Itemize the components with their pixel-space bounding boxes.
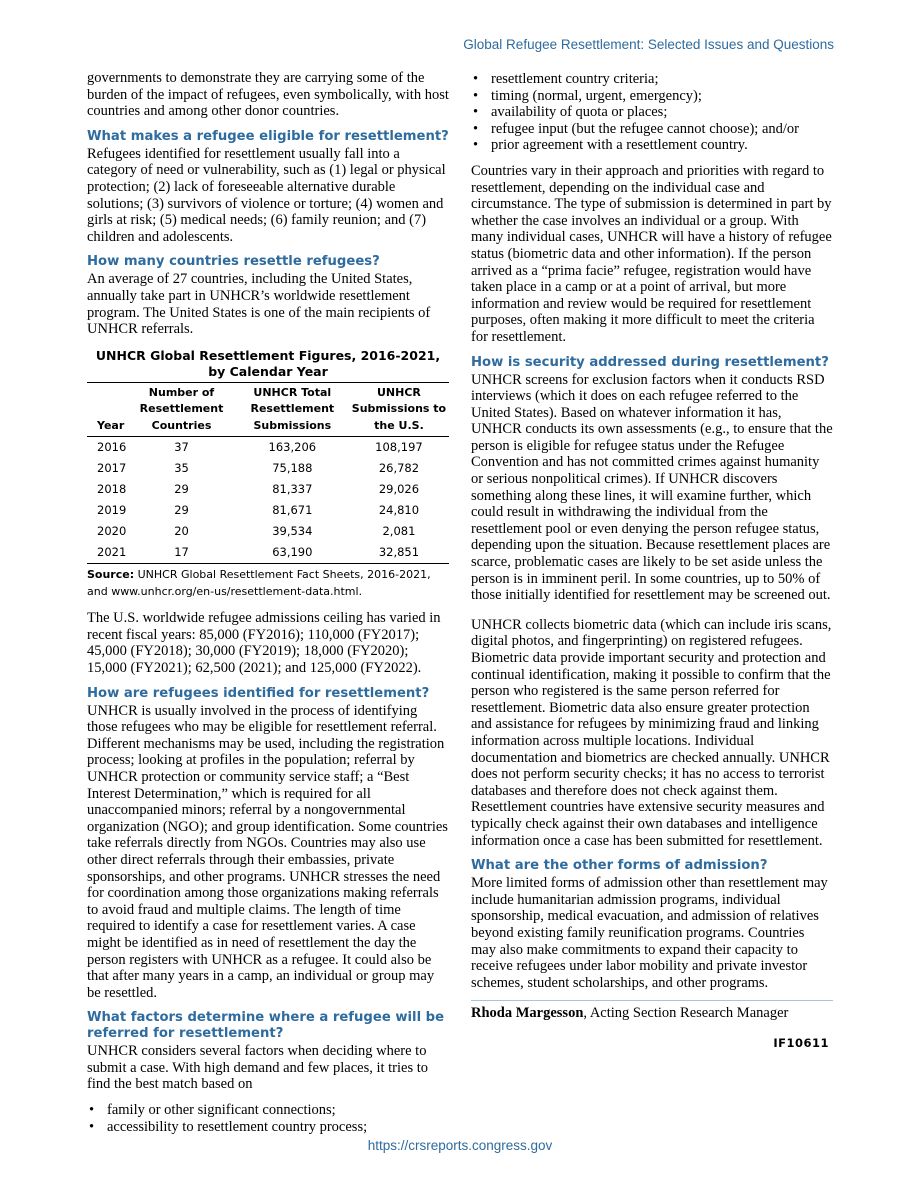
paragraph-how-many: An average of 27 countries, including the United States, annually take part in UNHCR’s worldwide resettlement program. The United States is one of the main recipients of UNHCR referrals. xyxy=(87,271,431,338)
paragraph-ceiling: The U.S. worldwide refugee admissions ceiling has varied in recent fiscal years: 85,000 (FY2016); 110,000 (FY2017); 45,000 (FY2018); 30,000 (FY2019); 18,000 (FY2020); 15,000 (FY2021); 62,500 (2021); and 125,000 (FY2022). xyxy=(87,610,441,676)
paragraph-identified: UNHCR is usually involved in the process of identifying those refugees who may be eligible for resettlement referral. Different mechanisms may be used, including the registration process; looking at profiles in the population; referral by UNHCR protection or community service staff; a “Best Interest Determination,” which is required for all unaccompanied minors; referral by a nongovernmental organization (NGO); and group identification. Some countries take referrals directly from NGOs. Countries may also use other direct referrals through their embassies, private sponsorships, and other programs. UNHCR stresses the need for coordination among those organizations making referrals to avoid fraud and multiple claims. The length of time required to identify a case for resettlement varies. A case might be identified as in need of resettlement the day the person registers with UNHCR as a refugee. It could also be that after many years in a camp, an individual or group may be resettled. xyxy=(87,702,448,1001)
heading-identified: How are refugees identified for resettlement? xyxy=(87,685,430,701)
footer-url: https://crsreports.congress.gov xyxy=(367,1138,553,1153)
cell-year: 2021 xyxy=(87,542,127,564)
cell-us: 24,810 xyxy=(378,503,420,518)
document-id: IF10611 xyxy=(773,1035,829,1050)
heading-security: How is security addressed during resettlement? xyxy=(471,354,829,370)
running-header: Global Refugee Resettlement: Selected Issues and Questions xyxy=(463,37,834,52)
list-item: • timing (normal, urgent, emergency); xyxy=(471,88,833,105)
paragraph-other-forms: More limited forms of admission other than resettlement may include humanitarian admission programs, individual sponsorship, medical evacuation, and admission of relatives beyond existing family reunification programs. Countries may also make commitments to expand their capacity to receive refugees under labor mobility and private investor schemes, student scholarships, and other programs. xyxy=(471,875,828,991)
list-item: • availability of quota or places; xyxy=(471,104,833,121)
table-row xyxy=(87,437,449,459)
col-header-us: UNHCR Submissions to the U.S. xyxy=(349,382,449,437)
list-item: • family or other significant connections; xyxy=(87,1102,449,1119)
cell-year: 2017 xyxy=(97,461,127,476)
list-item: • resettlement country criteria; xyxy=(471,71,833,88)
left-column xyxy=(87,70,449,1144)
cell-countries: 20 xyxy=(174,524,189,539)
cell-year: 2019 xyxy=(97,503,127,518)
cell-total: 163,206 xyxy=(268,440,317,455)
cell-countries: 29 xyxy=(174,503,189,518)
cell-countries: 37 xyxy=(174,440,189,455)
heading-other-forms: What are the other forms of admission? xyxy=(471,858,768,874)
factors-list-left xyxy=(87,1102,449,1135)
heading-eligible: What makes a refugee eligible for resettlement? xyxy=(87,128,449,144)
heading-factors: What factors determine where a refugee will be referred for resettlement? xyxy=(87,1010,445,1042)
cell-total: 81,337 xyxy=(272,482,313,497)
table-source xyxy=(87,566,449,600)
paragraph-factors: UNHCR considers several factors when deciding where to submit a case. With high demand and few places, it tries to find the best match based on xyxy=(87,1043,429,1093)
cell-year: 2016 xyxy=(97,440,127,455)
author-name: Rhoda Margesson xyxy=(471,1005,584,1022)
right-column xyxy=(471,70,833,1051)
paragraph-biometric: UNHCR collects biometric data (which can include iris scans, digital photos, and fingerprinting) on registered refugees. Biometric data provide important security and protection and continual identification, making it possible to confirm that the person who registered is the same person referred for resettlement. Biometric data also ensure greater protection and assistance for refugees by minimizing fraud and linking information across multiple locations. Individual documentation and biometrics are checked annually. UNHCR does not perform security checks; it has no access to terrorist databases and therefore does not check against them. Resettlement countries have extensive security measures and typically check against their own databases and intelligence information once a case has been submitted for resettlement. xyxy=(471,616,832,849)
heading-how-many: How many countries resettle refugees? xyxy=(87,254,380,270)
list-item: • refugee input (but the refugee cannot choose); and/or xyxy=(471,121,833,138)
cell-countries: 35 xyxy=(174,461,189,476)
table-title: UNHCR Global Resettlement Figures, 2016-2021, by Calendar Year xyxy=(95,347,441,379)
list-item: • prior agreement with a resettlement country. xyxy=(471,137,833,154)
col-header-year: Year xyxy=(87,382,127,437)
cell-total: 63,190 xyxy=(236,542,349,564)
cell-us: 32,851 xyxy=(349,542,449,564)
table-row xyxy=(87,500,449,521)
signature-divider xyxy=(471,1000,833,1001)
col-header-countries: Number of Resettlement Countries xyxy=(127,382,235,437)
cell-countries: 29 xyxy=(174,482,189,497)
source-text: UNHCR Global Resettlement Fact Sheets, 2016-2021, and www.unhcr.org/en-us/resettlement-data.html. xyxy=(87,568,431,599)
table-row xyxy=(87,521,449,542)
cell-us: 29,026 xyxy=(378,482,420,497)
table-row xyxy=(87,542,449,564)
cell-total: 81,671 xyxy=(272,503,313,518)
cell-us: 108,197 xyxy=(375,440,423,455)
factors-list-right xyxy=(471,71,833,154)
cell-total: 75,188 xyxy=(272,461,313,476)
cell-year: 2020 xyxy=(97,524,127,539)
intro-paragraph: governments to demonstrate they are carrying some of the burden of the impact of refugees, even symbolically, with host countries and among other donor countries. xyxy=(87,70,449,120)
list-item: • accessibility to resettlement country process; xyxy=(87,1119,449,1136)
author-title: , Acting Section Research Manager xyxy=(583,1005,789,1022)
table-row xyxy=(87,458,449,479)
source-label: Source: xyxy=(87,568,135,582)
paragraph-eligible: Refugees identified for resettlement usually fall into a category of need or vulnerability, such as (1) legal or physical protection; (2) lack of foreseeable alternative durable solutions; (3) survivors of violence or torture; (4) women and girls at risk; (5) medical needs; (6) family reunion; and (7) children and adolescents. xyxy=(87,145,446,245)
author-signature xyxy=(471,1005,833,1022)
paragraph-vary: Countries vary in their approach and priorities with regard to resettlement, depending on the individual case and circumstance. The type of submission is determined in part by whether the case involves an individual or a group. With many individual cases, UNHCR will have a history of refugee status (biometric data and other information). If the person arrived as a “prima facie” refugee, registration would have taken place in a camp or at a point of arrival, but more information and review would be required for resettlement purposes, often making it more difficult to meet the criteria for resettlement. xyxy=(471,162,832,345)
paragraph-security: UNHCR screens for exclusion factors when it conducts RSD interviews (which it does on each refugee referred to the United States). Based on whatever information it has, UNHCR conducts its own assessments (e.g., to ensure that the person is eligible for refugee status under the Refugee Convention and has not committed crimes against humanity or serious nonpolitical crimes). If UNHCR discovers something along these lines, it will examine further, which could result in withdrawing the individual from the resettlement pool or even denying the person refugee status, depending upon the situation. Because resettlement places are scarce, problematic cases are likely to be set aside unless the person is in imminent peril. In some countries, up to 50% of those initially identified for resettlement may be screened out. xyxy=(471,371,833,604)
table-row xyxy=(87,479,449,500)
cell-year: 2018 xyxy=(97,482,127,497)
resettlement-figures-table xyxy=(87,382,449,565)
cell-us: 2,081 xyxy=(382,524,416,539)
col-header-total: UNHCR Total Resettlement Submissions xyxy=(236,382,349,437)
cell-us: 26,782 xyxy=(378,461,420,476)
cell-total: 39,534 xyxy=(272,524,313,539)
cell-countries: 17 xyxy=(127,542,235,564)
table-header-row xyxy=(87,382,449,437)
